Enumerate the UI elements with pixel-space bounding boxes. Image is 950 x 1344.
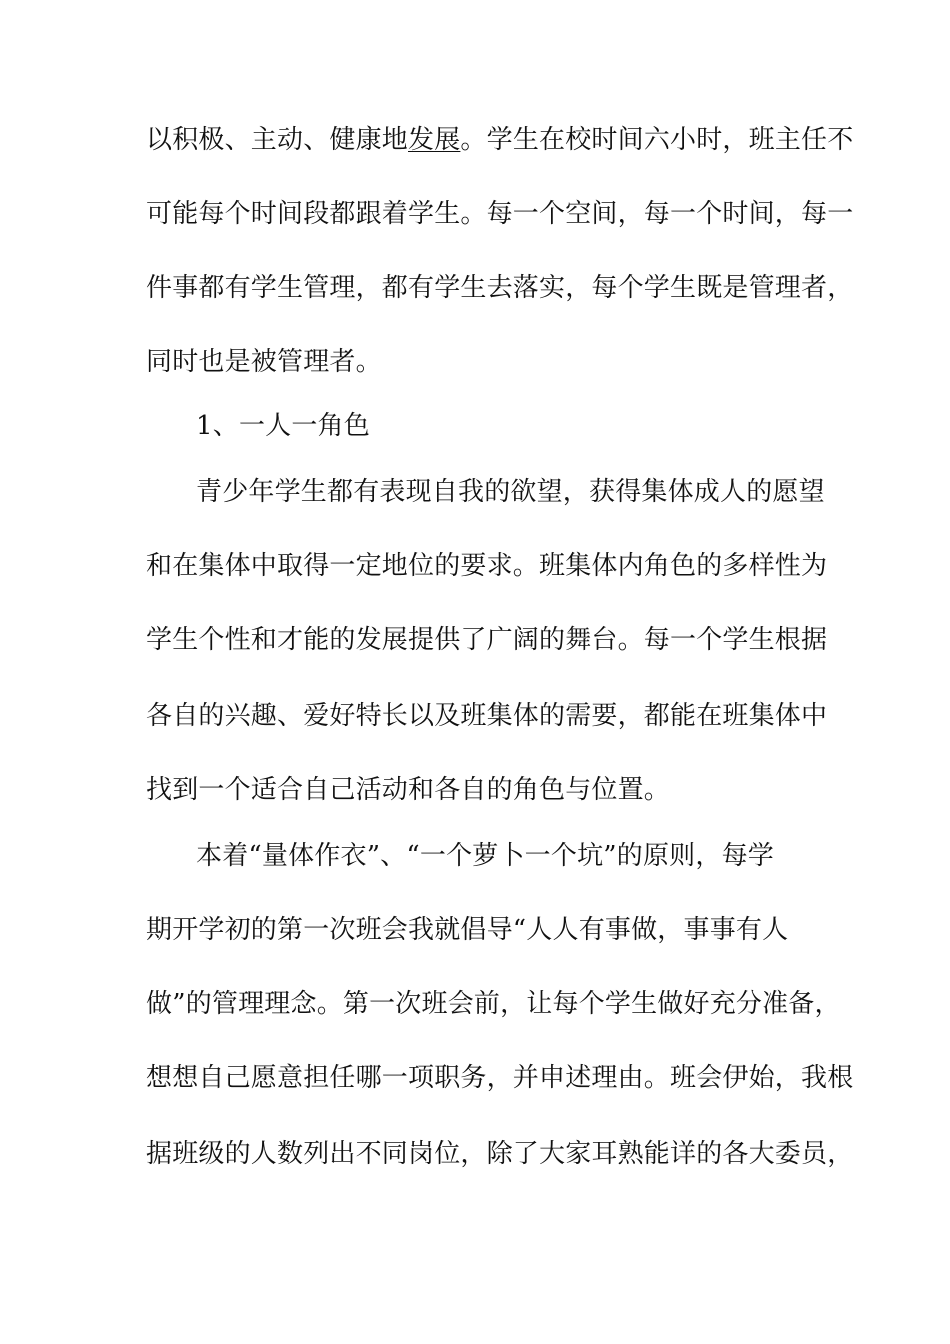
text-line-12: 期开学初的第一次班会我就倡导“人人有事做，事事有人 (146, 915, 789, 945)
text-line-4: 同时也是被管理者。 (146, 347, 382, 377)
text-line-15: 据班级的人数列出不同岗位，除了大家耳熟能详的各大委员， (146, 1139, 854, 1169)
hyperlink-development[interactable]: 发展 (408, 125, 461, 155)
text-line-3: 件事都有学生管理，都有学生去落实，每个学生既是管理者， (146, 273, 854, 303)
section-heading: 1、一人一角色 (196, 411, 370, 441)
text-line-6: 青少年学生都有表现自我的欲望，获得集体成人的愿望 (196, 477, 825, 507)
text-line-10: 找到一个适合自己活动和各自的角色与位置。 (146, 775, 671, 805)
text-line-14: 想想自己愿意担任哪一项职务，并申述理由。班会伊始，我根 (146, 1063, 854, 1093)
text-line-7: 和在集体中取得一定地位的要求。班集体内角色的多样性为 (146, 551, 828, 581)
text-line-1 (146, 124, 854, 156)
text-line-9: 各自的兴趣、爱好特长以及班集体的需要，都能在班集体中 (146, 701, 828, 731)
text-line-2: 可能每个时间段都跟着学生。每一个空间，每一个时间，每一 (146, 199, 854, 229)
text-segment: 。学生在校时间六小时，班主任不 (460, 125, 854, 155)
text-line-11: 本着“量体作衣”、“一个萝卜一个坑”的原则，每学 (196, 841, 774, 871)
text-segment: 以积极、主动、健康地 (146, 125, 409, 155)
text-line-8: 学生个性和才能的发展提供了广阔的舞台。每一个学生根据 (146, 625, 828, 655)
text-line-13: 做”的管理理念。第一次班会前，让每个学生做好充分准备， (146, 989, 841, 1019)
